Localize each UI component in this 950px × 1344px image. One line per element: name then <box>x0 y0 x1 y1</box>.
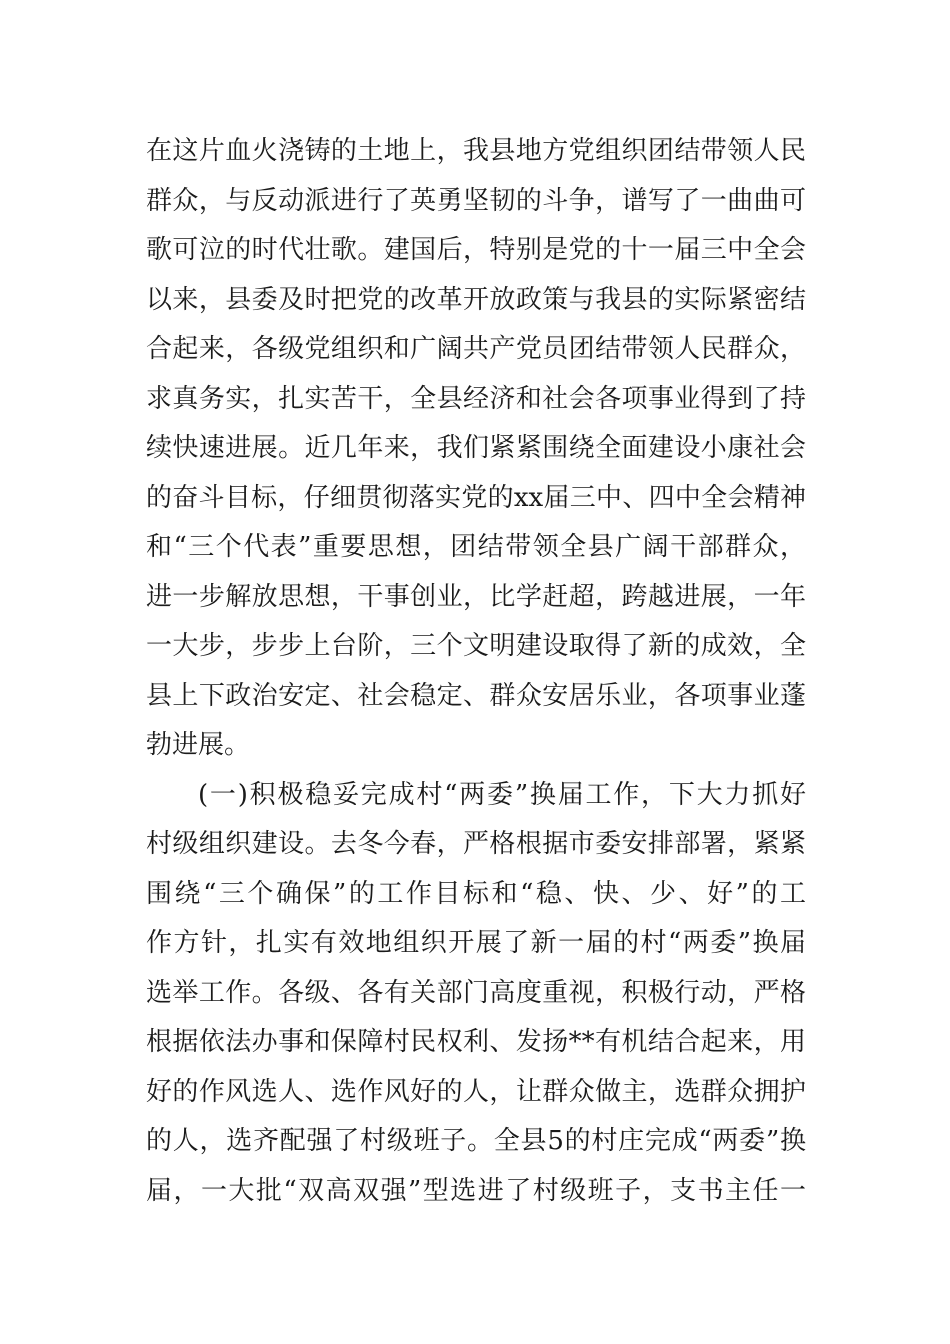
text-line-18: 选举工作。各级、各有关部门高度重视，积极行动，严格 <box>146 978 806 1008</box>
text-line-4: 以来，县委及时把党的改革开放政策与我县的实际紧密结 <box>146 285 806 315</box>
text-line-10: 进一步解放思想，干事创业，比学赶超，跨越进展，一年 <box>146 582 806 612</box>
text-line-22: 届，一大批“双高双强”型选进了村级班子，支书主任一 <box>146 1176 806 1206</box>
text-line-21: 的人，选齐配强了村级班子。全县5的村庄完成“两委”换 <box>146 1126 806 1156</box>
text-line-17: 作方针，扎实有效地组织开展了新一届的村“两委”换届 <box>146 928 806 958</box>
text-line-20: 好的作风选人、选作风好的人，让群众做主，选群众拥护 <box>146 1077 806 1107</box>
text-line-16: 围绕“三个确保”的工作目标和“稳、快、少、好”的工 <box>146 879 806 909</box>
text-line-9: 和“三个代表”重要思想，团结带领全县广阔干部群众， <box>146 532 806 562</box>
text-line-2: 群众，与反动派进行了英勇坚韧的斗争，谱写了一曲曲可 <box>146 186 806 216</box>
text-line-8: 的奋斗目标，仔细贯彻落实党的xx届三中、四中全会精神 <box>146 483 806 513</box>
text-line-19: 根据依法办事和保障村民权利、发扬**有机结合起来，用 <box>146 1027 806 1057</box>
text-line-14: (一)积极稳妥完成村“两委”换届工作，下大力抓好 <box>198 780 806 810</box>
text-line-12: 县上下政治安定、社会稳定、群众安居乐业，各项事业蓬 <box>146 681 806 711</box>
text-line-11: 一大步，步步上台阶，三个文明建设取得了新的成效，全 <box>146 631 806 661</box>
text-line-13: 勃进展。 <box>146 730 251 760</box>
text-line-3: 歌可泣的时代壮歌。建国后，特别是党的十一届三中全会 <box>146 235 806 265</box>
text-line-6: 求真务实，扎实苦干，全县经济和社会各项事业得到了持 <box>146 384 806 414</box>
text-line-15: 村级组织建设。去冬今春，严格根据市委安排部署，紧紧 <box>146 829 806 859</box>
text-line-7: 续快速进展。近几年来，我们紧紧围绕全面建设小康社会 <box>146 433 806 463</box>
text-line-1: 在这片血火浇铸的土地上，我县地方党组织团结带领人民 <box>146 136 806 166</box>
text-line-5: 合起来，各级党组织和广阔共产党员团结带领人民群众， <box>146 334 806 364</box>
